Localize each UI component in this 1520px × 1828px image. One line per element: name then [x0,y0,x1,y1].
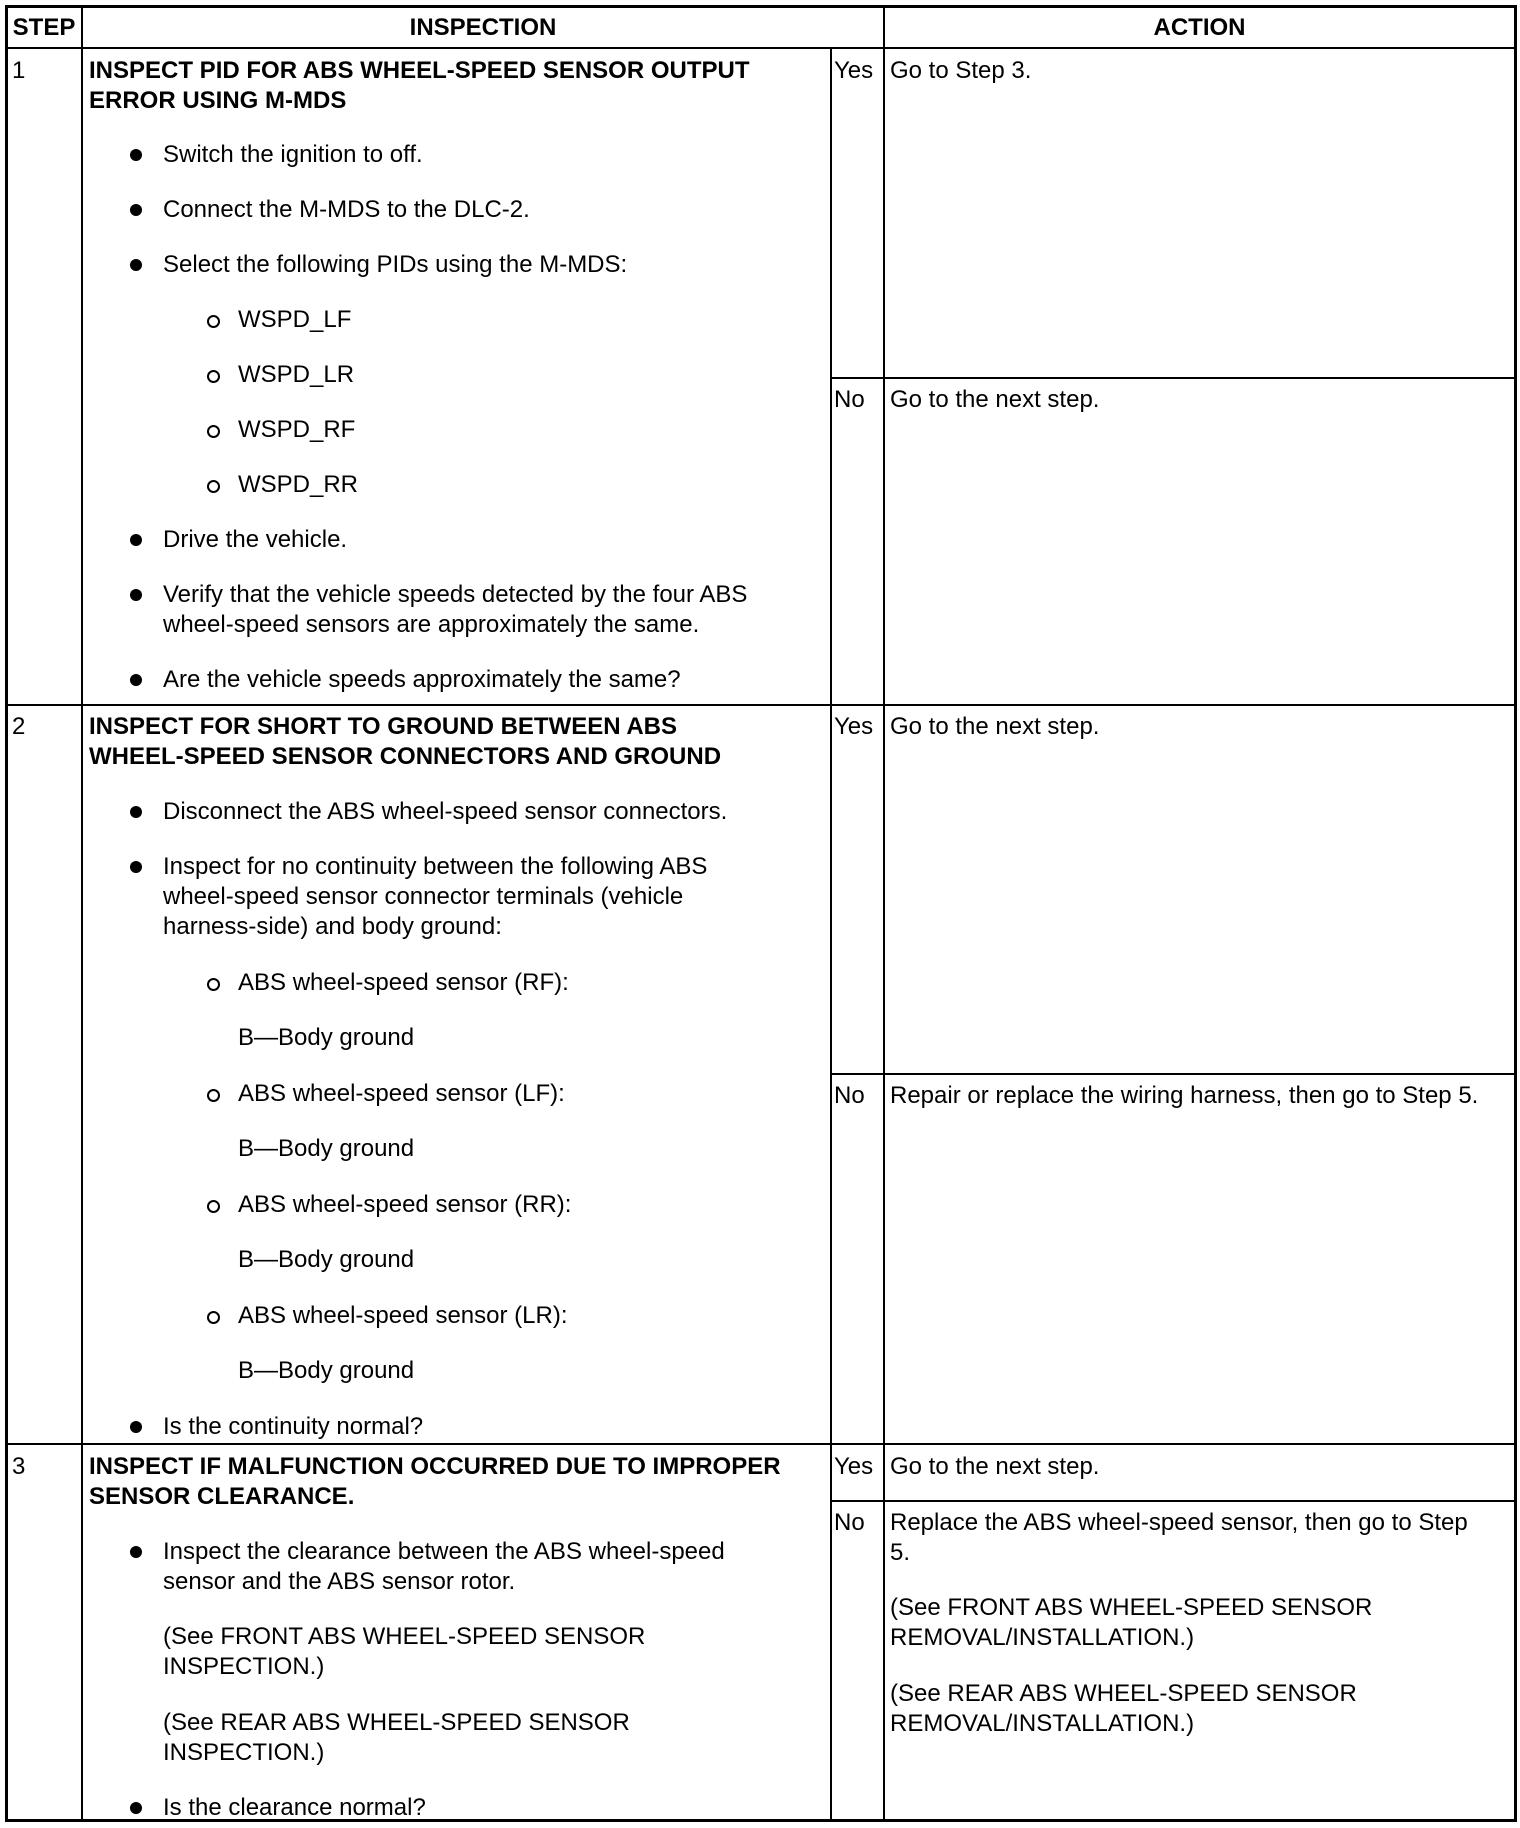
step-title: WHEEL-SPEED SENSOR CONNECTORS AND GROUND [89,743,722,770]
table-border-left [5,5,8,1822]
sensor-item: ABS wheel-speed sensor (RR): [238,1191,572,1218]
step-title: ERROR USING M-MDS [89,87,347,114]
no-action: Replace the ABS wheel-speed sensor, then go to Step [890,1509,1468,1536]
yes-label: Yes [834,57,874,84]
bullet-item: Inspect for no continuity between the following ABS [163,853,708,880]
header-step: STEP [12,14,76,41]
no-label: No [834,1509,865,1536]
reference-text: REMOVAL/INSTALLATION.) [890,1710,1195,1737]
bullet-item-continued: sensor and the ABS sensor rotor. [163,1568,516,1595]
yes-action: Go to the next step. [890,1453,1100,1480]
yes-label: Yes [834,1453,874,1480]
step-title: INSPECT PID FOR ABS WHEEL-SPEED SENSOR OUTPUT [89,57,750,84]
bullet-item: Is the continuity normal? [163,1413,424,1440]
bullet-item: Select the following PIDs using the M-MDS: [163,251,628,278]
row-divider [5,1443,1517,1445]
column-divider [883,5,885,1822]
reference-text: (See FRONT ABS WHEEL-SPEED SENSOR [163,1623,646,1650]
pid-item: WSPD_LR [238,361,355,388]
bullet-item: Connect the M-MDS to the DLC-2. [163,196,530,223]
sensor-terminal: B—Body ground [238,1246,415,1273]
sensor-terminal: B—Body ground [238,1024,415,1051]
reference-text: (See FRONT ABS WHEEL-SPEED SENSOR [890,1594,1373,1621]
reference-text: (See REAR ABS WHEEL-SPEED SENSOR [163,1709,630,1736]
reference-text: REMOVAL/INSTALLATION.) [890,1624,1195,1651]
step-title: INSPECT IF MALFUNCTION OCCURRED DUE TO IMPROPER [89,1453,781,1480]
yes-no-divider [830,1073,1517,1075]
table-border-right [1514,5,1517,1822]
bullet-item-continued: wheel-speed sensor connector terminals (vehicle [163,883,684,910]
header-action: ACTION [1153,14,1246,41]
bullet-item: Drive the vehicle. [163,526,348,553]
bullet-item: Are the vehicle speeds approximately the same? [163,666,681,693]
sensor-item: ABS wheel-speed sensor (LF): [238,1080,565,1107]
bullet-item: Disconnect the ABS wheel-speed sensor connectors. [163,798,728,825]
diagnostic-table [5,5,1517,1822]
column-divider [81,5,83,1822]
step-title: INSPECT FOR SHORT TO GROUND BETWEEN ABS [89,713,678,740]
yes-no-divider [830,1500,1517,1502]
yes-action: Go to the next step. [890,713,1100,740]
no-label: No [834,1082,865,1109]
bullet-item: Verify that the vehicle speeds detected by the four ABS [163,581,748,608]
yes-label: Yes [834,713,874,740]
bullet-item-continued: harness-side) and body ground: [163,913,502,940]
bullet-item: Inspect the clearance between the ABS wheel-speed [163,1538,725,1565]
bullet-item-continued: wheel-speed sensors are approximately the same. [163,611,700,638]
step-number: 1 [12,57,26,84]
column-divider [830,47,832,1822]
header-inspection: INSPECTION [409,14,557,41]
bullet-item: Switch the ignition to off. [163,141,423,168]
no-label: No [834,386,865,413]
step-number: 3 [12,1453,26,1480]
yes-action: Go to Step 3. [890,57,1032,84]
reference-text: INSPECTION.) [163,1653,325,1680]
row-divider [5,704,1517,706]
pid-item: WSPD_RF [238,416,356,443]
no-action: Repair or replace the wiring harness, then go to Step 5. [890,1082,1479,1109]
pid-item: WSPD_RR [238,471,359,498]
table-border-top [5,5,1517,8]
sensor-terminal: B—Body ground [238,1135,415,1162]
sensor-terminal: B—Body ground [238,1357,415,1384]
reference-text: INSPECTION.) [163,1739,325,1766]
step-title: SENSOR CLEARANCE. [89,1483,355,1510]
header-divider [5,47,1517,49]
no-action: Go to the next step. [890,386,1100,413]
bullet-item: Is the clearance normal? [163,1794,426,1821]
yes-no-divider [830,377,1517,379]
step-number: 2 [12,713,26,740]
pid-item: WSPD_LF [238,306,352,333]
sensor-item: ABS wheel-speed sensor (LR): [238,1302,568,1329]
reference-text: (See REAR ABS WHEEL-SPEED SENSOR [890,1680,1357,1707]
sensor-item: ABS wheel-speed sensor (RF): [238,969,569,996]
no-action-continued: 5. [890,1539,911,1566]
